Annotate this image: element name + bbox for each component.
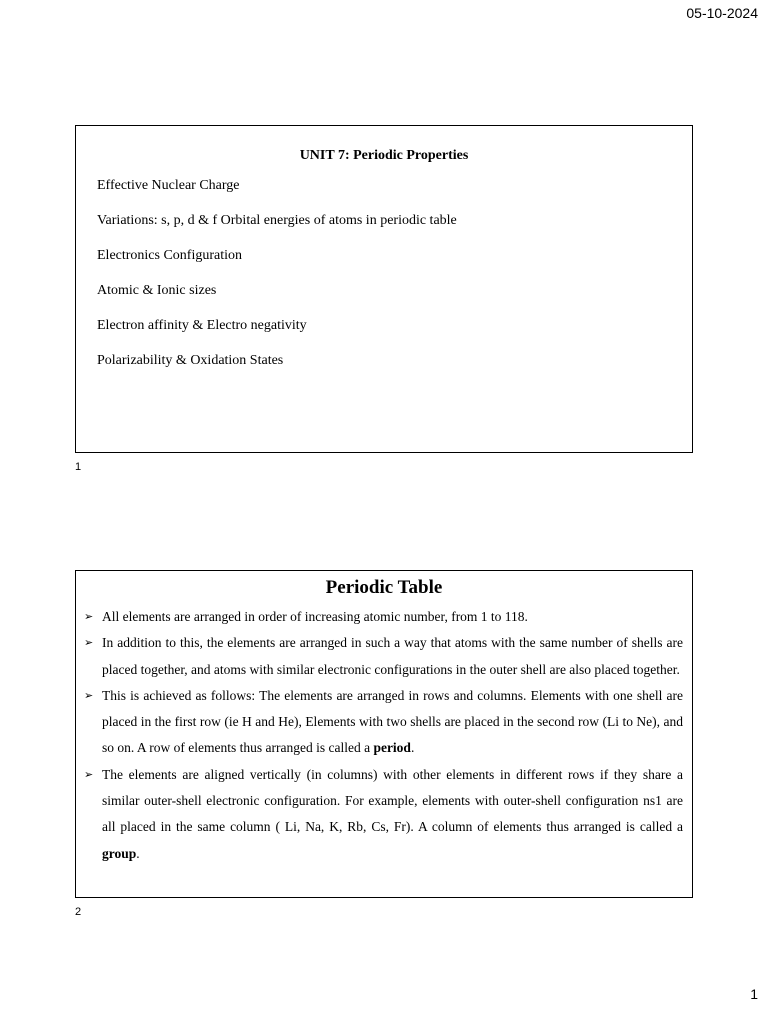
header-date: 05-10-2024 bbox=[686, 5, 758, 21]
topic-item: Electronics Configuration bbox=[97, 248, 243, 263]
bullet-term-period: period bbox=[373, 740, 411, 756]
topic-item: Variations: s, p, d & f Orbital energies of atoms in periodic table bbox=[97, 213, 457, 228]
slide-1-frame bbox=[75, 125, 693, 453]
arrowhead-bullet-icon: ➢ bbox=[84, 767, 94, 781]
slide-1-topic-list bbox=[97, 177, 457, 387]
bullet-text: This is achieved as follows: The elements are arranged in rows and columns. Elements with one shell are placed in the first row (ie H and He), Elements with two shells are placed in the second row (Li to Ne), and so on. A row of elements thus arranged is called a bbox=[102, 687, 683, 756]
bullet-term-group: group bbox=[102, 845, 137, 861]
slide-2-frame bbox=[75, 570, 693, 898]
bullet-tail: . bbox=[410, 740, 415, 756]
slide-1-title: UNIT 7: Periodic Properties bbox=[299, 148, 469, 163]
bullet-item bbox=[84, 762, 683, 867]
topic-item: Electron affinity & Electro negativity bbox=[97, 318, 307, 333]
bullet-tail: . bbox=[136, 845, 140, 861]
bullet-item bbox=[84, 604, 683, 630]
slide-1-number: 1 bbox=[75, 461, 82, 473]
slide-2-title: Periodic Table bbox=[325, 577, 443, 598]
bullet-item bbox=[84, 630, 683, 683]
topic-item: Effective Nuclear Charge bbox=[97, 178, 240, 193]
arrowhead-bullet-icon: ➢ bbox=[84, 636, 94, 650]
bullet-text: In addition to this, the elements are arranged in such a way that atoms with the same number of shells are placed together, and atoms with similar electronic configurations in the outer shell are also placed together. bbox=[102, 635, 683, 677]
topic-item: Polarizability & Oxidation States bbox=[97, 353, 284, 368]
bullet-text: The elements are aligned vertically (in columns) with other elements in different rows if they share a similar outer-shell electronic configuration. For example, elements with outer-shell configuration ns1 are all placed in the same column ( Li, Na, K, Rb, Cs, Fr). A column of elements thus arranged is called a bbox=[102, 766, 683, 835]
slide-2-number: 2 bbox=[75, 906, 82, 918]
page-number: 1 bbox=[750, 986, 758, 1002]
slide-2-bullet-list bbox=[84, 604, 683, 867]
arrowhead-bullet-icon: ➢ bbox=[84, 610, 94, 623]
bullet-text: All elements are arranged in order of increasing atomic number, from 1 to 118. bbox=[102, 609, 528, 624]
topic-item: Atomic & Ionic sizes bbox=[97, 283, 217, 298]
arrowhead-bullet-icon: ➢ bbox=[84, 688, 94, 702]
bullet-item bbox=[84, 683, 683, 762]
